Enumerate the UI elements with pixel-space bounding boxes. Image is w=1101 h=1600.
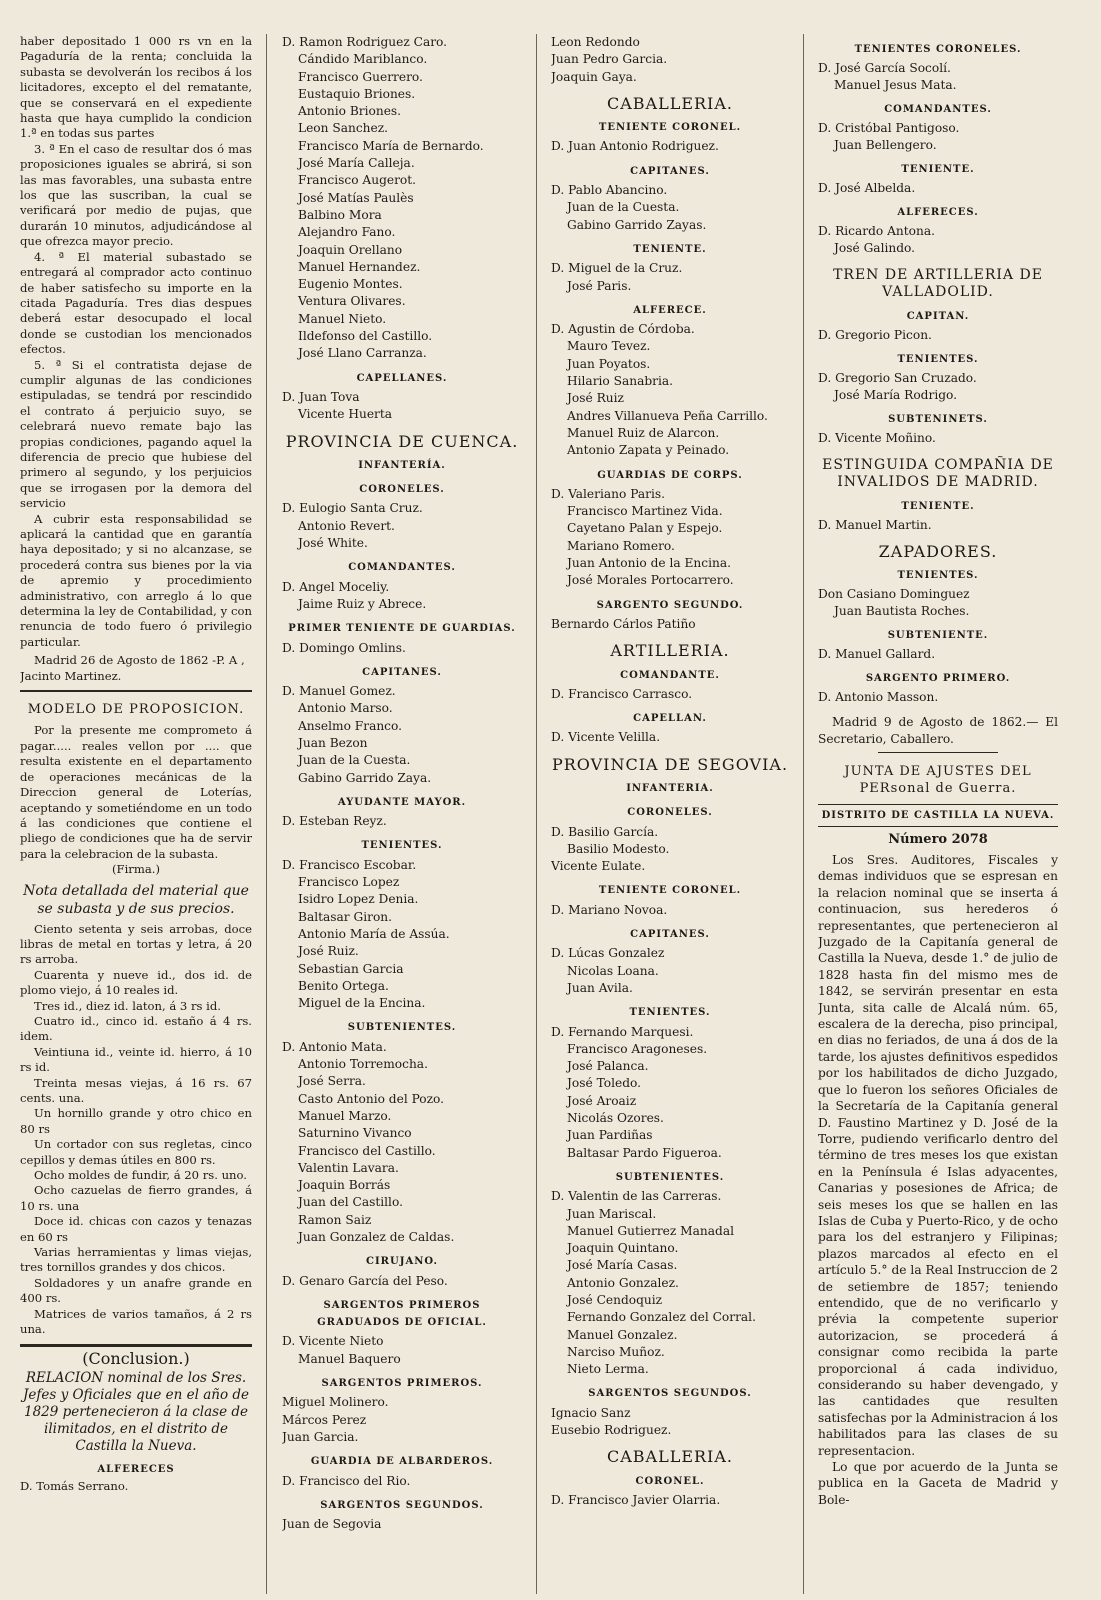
- person-name: Basilio Modesto.: [567, 841, 670, 856]
- person-name: D. Basilio García.: [551, 824, 659, 839]
- person-name: Mariano Romero.: [567, 538, 675, 553]
- person-name: Balbino Mora: [298, 207, 382, 222]
- person-name: D. Domingo Omlins.: [282, 640, 406, 655]
- person-name: D. Ricardo Antona.: [818, 224, 935, 238]
- person-name: Casto Antonio del Pozo.: [298, 1091, 445, 1106]
- person-name: Mauro Tevez.: [567, 339, 651, 354]
- person-name: D. Tomás Serrano.: [20, 1479, 129, 1494]
- person-name: D. Vicente Moñino.: [818, 431, 936, 445]
- section-heading: AYUDANTE MAYOR.: [337, 796, 467, 808]
- person-name: Antonio María de Assúa.: [298, 926, 450, 941]
- person-name: Francisco Lopez: [298, 875, 400, 890]
- person-name: Alejandro Fano.: [298, 225, 396, 240]
- person-name: Gabino Garrido Zayas.: [567, 217, 707, 232]
- person-name: D. Antonio Masson.: [818, 690, 939, 704]
- section-heading: CAPELLANES.: [356, 372, 448, 384]
- material-item: Matrices de varios tamaños, á 2 rs una.: [20, 1306, 252, 1337]
- person-name: Vicente Huerta: [298, 407, 393, 422]
- person-name: Eusebio Rodriguez.: [551, 1423, 672, 1438]
- section-heading: TENIENTES.: [897, 354, 979, 365]
- person-name: D. Genaro García del Peso.: [282, 1273, 448, 1288]
- firma: (Firma.): [112, 862, 160, 877]
- person-name: José Galindo.: [834, 241, 916, 255]
- person-name: D. Manuel Gallard.: [818, 647, 936, 661]
- person-name: Juan de la Cuesta.: [567, 200, 680, 215]
- model-title: MODELO DE PROPOSICION.: [27, 702, 245, 718]
- person-name: Manuel Marzo.: [298, 1108, 392, 1123]
- material-item: Ocho cazuelas de fierro grandes, á 10 rs. una: [20, 1183, 252, 1213]
- section-heading: CORONELES.: [627, 807, 713, 819]
- section-heading: TENIENTE.: [901, 164, 975, 175]
- section-heading: ALFERECE.: [633, 304, 707, 316]
- person-name: D. Lúcas Gonzalez: [551, 946, 665, 961]
- paragraph: 5. ª Si el contratista dejase de cumplir algunas de las condiciones estipuladas, se tendrá por rescindido el contrato á perjuicio suyo, se celebrará nuevo remate bajo las propias condiciones, pagando aquel la diferencia de precio que hubiese del primero al segundo, y los perjuicios que se irrogasen por la demora del servicio: [20, 357, 252, 511]
- person-name: Antonio Briones.: [298, 104, 402, 119]
- section-heading: TENIENTE.: [633, 243, 707, 255]
- material-item: Tres id., diez id. laton, á 3 rs id.: [34, 998, 221, 1013]
- person-name: Miguel de la Encina.: [298, 996, 426, 1011]
- material-item: Veintiuna id., veinte id. hierro, á 10 rs id.: [20, 1044, 252, 1075]
- person-name: José Cendoquiz: [567, 1293, 663, 1307]
- person-name: D. Manuel Gomez.: [282, 684, 396, 699]
- section-heading: ALFERECES.: [897, 207, 979, 218]
- person-name: Juan Mariscal.: [567, 1206, 657, 1221]
- person-name: José White.: [298, 536, 368, 551]
- person-name: D. Antonio Mata.: [282, 1039, 387, 1054]
- person-name: D. Manuel Martin.: [818, 518, 932, 532]
- person-name: Juan Bautista Roches.: [834, 604, 970, 618]
- person-name: Andres Villanueva Peña Carrillo.: [567, 408, 768, 423]
- person-name: D. Ramon Rodriguez Caro.: [282, 35, 448, 49]
- person-name: Ramon Saiz: [298, 1212, 372, 1227]
- section-heading: SUBTENIENTE.: [887, 630, 989, 641]
- material-item: Un cortador con sus regletas, cinco cepillos y demas útiles en 800 rs.: [20, 1137, 252, 1167]
- person-name: Antonio Marso.: [298, 701, 393, 716]
- section-heading: INFANTERIA.: [626, 782, 714, 794]
- section-heading: TENIENTE CORONEL.: [598, 885, 742, 897]
- section-heading: TENIENTES.: [629, 1007, 711, 1019]
- divider: [878, 752, 998, 753]
- person-name: Francisco Guerrero.: [298, 69, 423, 84]
- person-name: D. Pablo Abancino.: [551, 183, 668, 198]
- section-heading: SARGENTOS PRIMEROS.: [321, 1378, 483, 1390]
- person-name: José Morales Portocarrero.: [567, 573, 734, 588]
- material-item: Cuatro id., cinco id. estaño á 4 rs. idem.: [20, 1013, 252, 1044]
- section-heading: PRIMER TENIENTE DE GUARDIAS.: [288, 623, 516, 635]
- person-name: Antonio Torremocha.: [298, 1057, 428, 1072]
- person-name: Leon Sanchez.: [298, 121, 389, 136]
- section-heading: CIRUJANO.: [366, 1256, 438, 1268]
- person-name: José Matías Paulès: [298, 190, 414, 205]
- person-name: Fernando Gonzalez del Corral.: [567, 1310, 756, 1325]
- section-heading: SUBTENINETS.: [888, 414, 988, 425]
- section-heading: TENIENTE CORONEL.: [598, 122, 742, 134]
- section-heading: GUARDIAS DE CORPS.: [597, 469, 743, 481]
- person-name: D. Juan Antonio Rodriguez.: [551, 139, 719, 154]
- person-name: Márcos Perez: [282, 1412, 367, 1427]
- person-name: Ildefonso del Castillo.: [298, 329, 433, 344]
- person-name: Nicolás Ozores.: [567, 1111, 664, 1126]
- person-name: Hilario Sanabria.: [567, 374, 674, 389]
- person-name: Vicente Eulate.: [551, 859, 646, 874]
- person-name: Miguel Molinero.: [282, 1395, 389, 1410]
- paragraph: 3. ª En el caso de resultar dos ó mas proposiciones iguales se abrirá, si son las mas favorables, una subasta entre los que las suscriban, la cual se verificará por medio de pujas, que durarán 10 minutos, adjudicándose al que ofrezca mayor precio.: [20, 141, 252, 249]
- section-heading: TENIENTE.: [901, 501, 975, 512]
- section-heading: COMANDANTE.: [620, 669, 720, 681]
- section-heading: TENIENTES.: [361, 840, 443, 852]
- section-heading: SUBTENIENTES.: [347, 1022, 457, 1034]
- person-name: Eustaquio Briones.: [298, 86, 416, 101]
- section-heading: CAPITANES.: [630, 929, 710, 941]
- person-name: José Paris.: [567, 278, 632, 293]
- province-title: PROVINCIA DE CUENCA.: [285, 431, 519, 451]
- paragraph: haber depositado 1 000 rs vn en la Pagaduría de la renta; concluida la subasta se devolverán los recibos á los licitadores, excepto el del rematante, que se conservará en el expediente hasta que haya cumplido la condicion 1.ª en todas sus partes: [20, 34, 252, 141]
- person-name: D. Cristóbal Pantigoso.: [818, 121, 960, 135]
- corps-title: ARTILLERIA.: [610, 641, 730, 661]
- person-name: D. José Albelda.: [818, 181, 916, 195]
- section-heading: CAPITAN.: [906, 311, 970, 322]
- material-item: Cuarenta y nueve id., dos id. de plomo viejo, á 10 reales id.: [20, 967, 252, 998]
- material-item: Soldadores y un anafre grande en 400 rs.: [20, 1275, 252, 1306]
- section-heading: ALFERECES: [97, 1463, 175, 1475]
- person-name: Don Casiano Dominguez: [818, 587, 970, 601]
- column-2: [282, 34, 522, 1596]
- material-item: Doce id. chicas con cazos y tenazas en 60 rs: [20, 1214, 252, 1244]
- divider: [20, 1344, 252, 1347]
- person-name: Juan de Segovia: [282, 1517, 382, 1532]
- person-name: Manuel Hernandez.: [298, 259, 421, 274]
- person-name: Saturnino Vivanco: [298, 1126, 412, 1141]
- column-4: [818, 34, 1058, 1596]
- person-name: José Serra.: [298, 1074, 366, 1089]
- person-name: Antonio Revert.: [298, 518, 395, 533]
- person-name: Manuel Gonzalez.: [567, 1327, 678, 1342]
- person-name: Juan de la Cuesta.: [298, 753, 411, 768]
- person-name: Anselmo Franco.: [298, 718, 403, 733]
- section-heading: COMANDANTES.: [884, 104, 992, 115]
- person-name: Juan Avila.: [567, 980, 633, 995]
- person-name: Nicolas Loana.: [567, 963, 659, 978]
- section-heading: SARGENTOS SEGUNDOS.: [320, 1499, 484, 1511]
- person-name: Joaquin Quintano.: [567, 1241, 679, 1256]
- material-item: Ciento setenta y seis arrobas, doce libras de metal en tortas y letra, á 20 rs arroba.: [20, 921, 252, 967]
- person-name: Manuel Nieto.: [298, 311, 387, 326]
- number-heading: Número 2078: [888, 832, 988, 847]
- person-name: D. Agustin de Córdoba.: [551, 322, 695, 337]
- section-heading: SARGENTOS PRIMEROS GRADUADOS DE OFICIAL.: [317, 1299, 487, 1329]
- person-name: Joaquin Borrás: [298, 1178, 391, 1193]
- model-text: Por la presente me comprometo á pagar..... reales vellon por .... que resulta existente en el departamento de operaciones mecánicas de la Direccion general de Loterías, aceptando y sometiéndome en un todo á las condiciones que contiene el pliego de condiciones que ha de servir para la celebracion de la subasta.: [20, 723, 252, 861]
- section-heading: CAPITANES.: [630, 165, 710, 177]
- person-name: Bernardo Cárlos Patiño: [551, 616, 696, 631]
- person-name: D. Valentin de las Carreras.: [551, 1189, 722, 1204]
- person-name: Eugenio Montes.: [298, 277, 403, 292]
- material-item: Treinta mesas viejas, á 16 rs. 67 cents. una.: [20, 1075, 252, 1105]
- person-name: D. Gregorio Picon.: [818, 328, 932, 342]
- person-name: Jaime Ruiz y Abrece.: [298, 596, 427, 611]
- section-heading: COMANDANTES.: [348, 562, 456, 574]
- person-name: D. Francisco Javier Olarria.: [551, 1492, 721, 1507]
- person-name: José María Calleja.: [298, 156, 415, 171]
- paragraph: Los Sres. Auditores, Fiscales y demas individuos que se espresan en la relacion nominal que se inserta á continuacion, sus herederos ó representantes, que pertenecieron al Juzgado de la Capitanía general de Castilla la Nueva, desde 1.° de julio de 1828 hasta fin del mismo mes de 1842, se servirán presentar en esta Junta, sita calle de Alcalá núm. 65, escalera de la derecha, piso principal, en dias no feriados, de una á dos de la tarde, los ajustes definitivos espedidos por los habilitados de dicho Juzgado, que lo fueron los señores Oficiales de la Secretaría de la Capitanía general D. Faustino Martinez y D. José de la Torre, pudiendo verificarlo dentro del término de tres meses los que existan en la Península é Islas adyacentes, Canarias y posesiones de Africa; de seis meses los que se hallen en las Islas de Cuba y Puerto-Rico, y de ocho para los del estranjero y Filipinas; plazos marcados al efecto en el artículo 5.° de la Real Instruccion de 2 de setiembre de 1857; teniendo entendido, que de no verificarlo y prévia la competente superior autorizacion, se procederá á consignar como recibida la parte proporcional á cada individuo, considerando su haber devengado, y las cantidades que resulten satisfechas por la Administracion á los habilitados para las clases de su representacion.: [818, 853, 1058, 1458]
- section-heading: CORONELES.: [359, 484, 445, 496]
- section-heading: TENIENTES CORONELES.: [854, 44, 1022, 55]
- signature: Madrid 26 de Agosto de 1862 -P. A , Jacinto Martinez.: [20, 653, 245, 683]
- section-heading: INFANTERÍA.: [358, 459, 446, 471]
- person-name: D. Gregorio San Cruzado.: [818, 371, 977, 385]
- person-name: Cándido Mariblanco.: [298, 52, 428, 67]
- person-name: Manuel Ruiz de Alarcon.: [567, 425, 720, 440]
- district-heading: DISTRITO DE CASTILLA LA NUEVA.: [818, 804, 1058, 827]
- person-name: Francisco Aragoneses.: [567, 1041, 708, 1056]
- nota-title: Nota detallada del material que se subasta y de sus precios.: [23, 882, 249, 917]
- person-name: Ventura Olivares.: [298, 294, 406, 309]
- person-name: José Ruiz: [567, 391, 624, 406]
- person-name: Leon Redondo: [551, 35, 640, 49]
- relacion-title: RELACION nominal de los Sres. Jefes y Oficiales que en el año de 1829 pertenecieron á la clase de ilimitados, en el distrito de Castilla la Nueva.: [22, 1369, 250, 1454]
- person-name: D. Valeriano Paris.: [551, 486, 665, 501]
- column-1: [20, 34, 252, 1596]
- person-name: Francisco Augerot.: [298, 173, 417, 188]
- material-item: Ocho moldes de fundir, á 20 rs. uno.: [34, 1168, 247, 1183]
- person-name: Benito Ortega.: [298, 978, 389, 993]
- person-name: José María Casas.: [567, 1258, 678, 1273]
- person-name: Francisco del Castillo.: [298, 1143, 436, 1158]
- section-heading: TENIENTES.: [897, 570, 979, 581]
- section-title: ESTINGUIDA COMPAÑIA DE INVALIDOS DE MADRID.: [822, 457, 1054, 490]
- person-name: D. Eulogio Santa Cruz.: [282, 501, 423, 516]
- person-name: D. Francisco Escobar.: [282, 857, 417, 872]
- person-name: José Llano Carranza.: [298, 346, 427, 361]
- person-name: José Toledo.: [567, 1076, 641, 1091]
- person-name: Isidro Lopez Denia.: [298, 892, 419, 907]
- person-name: Juan del Castillo.: [298, 1195, 403, 1210]
- section-heading: CAPELLAN.: [633, 713, 707, 725]
- person-name: D. Fernando Marquesi.: [551, 1024, 694, 1039]
- person-name: Cayetano Palan y Espejo.: [567, 521, 723, 536]
- paragraph: Lo que por acuerdo de la Junta se publica en la Gaceta de Madrid y Bole-: [818, 1460, 1058, 1507]
- person-name: Narciso Muñoz.: [567, 1344, 665, 1359]
- paragraph: A cubrir esta responsabilidad se aplicará la cantidad que en garantía haya depositado; y si no alcanzase, se procederá contra sus bienes por la via de apremio y procedimiento administrativo, con arreglo á lo que determina la ley de Contabilidad, y con renuncia de todo fuero ó privilegio particular.: [20, 511, 252, 649]
- paragraph: 4. ª El material subastado se entregará al comprador acto continuo de haber satisfecho su importe en la citada Pagaduría. Tres dias despues deberá estar desocupado el local donde se custodian los mencionados efectos.: [20, 249, 252, 357]
- person-name: D. Vicente Velilla.: [551, 730, 661, 745]
- person-name: Juan Poyatos.: [567, 356, 651, 371]
- person-name: Antonio Zapata y Peinado.: [567, 443, 730, 458]
- person-name: Francisco Martinez Vida.: [567, 504, 723, 519]
- person-name: Francisco María de Bernardo.: [298, 138, 484, 153]
- signature: Madrid 9 de Agosto de 1862.— El Secretario, Caballero.: [818, 715, 1058, 746]
- person-name: Nieto Lerma.: [567, 1362, 649, 1377]
- section-heading: SUBTENIENTES.: [615, 1171, 725, 1183]
- person-name: Antonio Gonzalez.: [567, 1275, 679, 1290]
- person-name: Valentin Lavara.: [298, 1160, 399, 1175]
- person-name: Juan Bellengero.: [834, 138, 937, 152]
- person-name: D. Francisco del Rio.: [282, 1473, 411, 1488]
- material-item: Un hornillo grande y otro chico en 80 rs: [20, 1106, 252, 1136]
- person-name: Juan Gonzalez de Caldas.: [298, 1230, 455, 1244]
- person-name: Manuel Jesus Mata.: [834, 78, 957, 92]
- section-heading: CORONEL.: [635, 1475, 705, 1487]
- person-name: Gabino Garrido Zaya.: [298, 770, 432, 785]
- province-title: PROVINCIA DE SEGOVIA.: [551, 754, 789, 774]
- divider: [20, 690, 252, 692]
- person-name: D. Francisco Carrasco.: [551, 686, 693, 701]
- person-name: Sebastian Garcia: [298, 961, 404, 976]
- person-name: Juan Pedro Garcia.: [551, 52, 668, 67]
- corps-title: CABALLERIA.: [606, 93, 734, 113]
- section-heading: SARGENTO PRIMERO.: [865, 673, 1011, 684]
- person-name: Juan Bezon: [298, 735, 368, 750]
- section-title: JUNTA DE AJUSTES DEL PERsonal de Guerra.: [844, 764, 1032, 796]
- person-name: Joaquin Gaya.: [551, 69, 637, 84]
- person-name: D. Miguel de la Cruz.: [551, 261, 683, 276]
- person-name: Baltasar Giron.: [298, 909, 393, 924]
- person-name: Ignacio Sanz: [551, 1405, 631, 1420]
- person-name: D. Angel Moceliy.: [282, 579, 390, 594]
- material-item: Varias herramientas y limas viejas, tres tornillos grandes y dos chicos.: [20, 1245, 252, 1275]
- section-title: TREN DE ARTILLERIA DE VALLADOLID.: [833, 267, 1043, 300]
- corps-title: ZAPADORES.: [878, 542, 998, 561]
- corps-title: CABALLERIA.: [606, 1447, 734, 1467]
- person-name: D. Vicente Nieto: [282, 1334, 384, 1349]
- person-name: Juan Garcia.: [282, 1429, 359, 1444]
- person-name: Baltasar Pardo Figueroa.: [567, 1145, 722, 1160]
- person-name: Manuel Gutierrez Manadal: [567, 1223, 735, 1238]
- person-name: José Aroaiz: [567, 1093, 637, 1108]
- column-3: [551, 34, 789, 1596]
- person-name: Joaquin Orellano: [298, 242, 403, 257]
- person-name: D. José García Socolí.: [818, 61, 951, 75]
- conclusion: (Conclusion.): [82, 1348, 190, 1368]
- section-heading: SARGENTO SEGUNDO.: [596, 599, 744, 611]
- section-heading: GUARDIA DE ALBARDEROS.: [310, 1456, 494, 1468]
- person-name: D. Mariano Novoa.: [551, 902, 668, 917]
- section-heading: CAPITANES.: [362, 666, 442, 678]
- person-name: Juan Pardiñas: [567, 1128, 653, 1143]
- person-name: José Ruiz.: [298, 944, 359, 959]
- person-name: José Palanca.: [567, 1059, 649, 1074]
- person-name: Manuel Baquero: [298, 1351, 401, 1366]
- section-heading: SARGENTOS SEGUNDOS.: [588, 1388, 752, 1400]
- person-name: Juan Antonio de la Encina.: [567, 556, 731, 571]
- person-name: José María Rodrigo.: [834, 388, 958, 402]
- person-name: D. Juan Tova: [282, 389, 360, 404]
- person-name: D. Esteban Reyz.: [282, 814, 387, 829]
